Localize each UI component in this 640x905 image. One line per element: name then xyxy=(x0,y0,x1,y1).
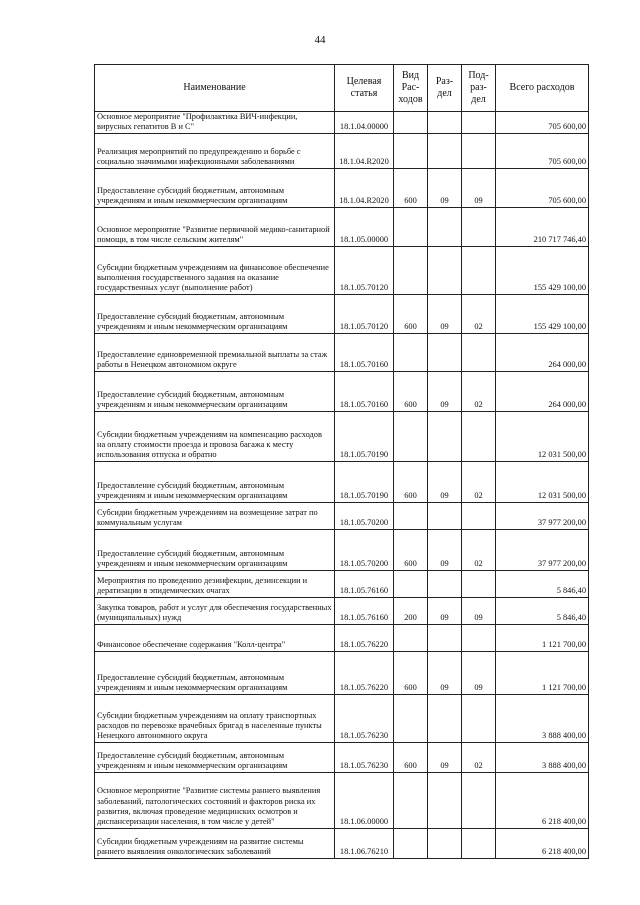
cell-total-expenses: 264 000,00 xyxy=(496,371,589,411)
cell-name: Мероприятия по проведению дезинфекции, дезинсекции и дератизации в эпидемических очагах xyxy=(95,570,335,597)
cell-name: Предоставление субсидий бюджетным, автономным учреждениям и иным некоммерческим организациям xyxy=(95,294,335,333)
cell-name: Реализация мероприятий по предупреждению и борьбе с социально значимыми инфекционными заболеваниями xyxy=(95,133,335,168)
cell-target-article: 18.1.05.70120 xyxy=(335,294,394,333)
cell-total-expenses: 37 977 200,00 xyxy=(496,502,589,529)
header-subsection: Под-раз-дел xyxy=(462,65,496,112)
cell-subsection: 02 xyxy=(462,371,496,411)
cell-total-expenses: 12 031 500,00 xyxy=(496,461,589,502)
page-number: 44 xyxy=(314,34,326,46)
cell-section xyxy=(428,246,462,294)
table-row xyxy=(95,529,589,570)
cell-section xyxy=(428,772,462,828)
table-row xyxy=(95,371,589,411)
cell-subsection: 09 xyxy=(462,597,496,624)
cell-expense-type: 600 xyxy=(394,651,428,694)
cell-subsection xyxy=(462,246,496,294)
cell-subsection xyxy=(462,694,496,742)
cell-expense-type xyxy=(394,411,428,461)
table-row xyxy=(95,333,589,371)
cell-name: Субсидии бюджетным учреждениям на финансовое обеспечение выполнения государственного задания на оказание государственных услуг (выполнение работ) xyxy=(95,246,335,294)
cell-subsection: 09 xyxy=(462,168,496,207)
cell-expense-type: 600 xyxy=(394,371,428,411)
cell-expense-type xyxy=(394,207,428,246)
header-name: Наименование xyxy=(95,65,335,112)
cell-expense-type xyxy=(394,133,428,168)
header-target-article: Целевая статья xyxy=(335,65,394,112)
cell-total-expenses: 6 218 400,00 xyxy=(496,772,589,828)
table-row xyxy=(95,651,589,694)
cell-expense-type xyxy=(394,333,428,371)
table-row xyxy=(95,828,589,858)
cell-section: 09 xyxy=(428,597,462,624)
cell-expense-type: 600 xyxy=(394,529,428,570)
cell-section: 09 xyxy=(428,294,462,333)
header-total-expenses: Всего расходов xyxy=(496,65,589,112)
cell-expense-type: 600 xyxy=(394,294,428,333)
cell-target-article: 18.1.05.76160 xyxy=(335,570,394,597)
cell-subsection xyxy=(462,772,496,828)
cell-total-expenses: 264 000,00 xyxy=(496,333,589,371)
cell-subsection xyxy=(462,133,496,168)
cell-section: 09 xyxy=(428,651,462,694)
cell-total-expenses: 5 846,40 xyxy=(496,597,589,624)
cell-subsection xyxy=(462,411,496,461)
cell-total-expenses: 6 218 400,00 xyxy=(496,828,589,858)
cell-section xyxy=(428,624,462,651)
cell-name: Основное мероприятие "Развитие первичной медико-санитарной помощи, в том числе сельским жителям" xyxy=(95,207,335,246)
cell-name: Предоставление субсидий бюджетным, автономным учреждениям и иным некоммерческим организациям xyxy=(95,529,335,570)
cell-subsection xyxy=(462,502,496,529)
table-row xyxy=(95,624,589,651)
table-row xyxy=(95,597,589,624)
cell-expense-type: 600 xyxy=(394,168,428,207)
cell-subsection xyxy=(462,207,496,246)
header-expense-type: Вид Рас-ходов xyxy=(394,65,428,112)
table-row xyxy=(95,133,589,168)
cell-name: Предоставление субсидий бюджетным, автономным учреждениям и иным некоммерческим организациям xyxy=(95,742,335,772)
cell-section: 09 xyxy=(428,529,462,570)
cell-expense-type xyxy=(394,828,428,858)
cell-name: Предоставление единовременной премиальной выплаты за стаж работы в Ненецком автономном округе xyxy=(95,333,335,371)
cell-target-article: 18.1.05.70120 xyxy=(335,246,394,294)
cell-total-expenses: 37 977 200,00 xyxy=(496,529,589,570)
table-row xyxy=(95,112,589,134)
cell-target-article: 18.1.05.76230 xyxy=(335,742,394,772)
cell-name: Финансовое обеспечение содержания "Колл-центра" xyxy=(95,624,335,651)
cell-expense-type xyxy=(394,246,428,294)
cell-total-expenses: 3 888 400,00 xyxy=(496,694,589,742)
cell-target-article: 18.1.05.70200 xyxy=(335,502,394,529)
cell-expense-type xyxy=(394,694,428,742)
cell-expense-type xyxy=(394,772,428,828)
cell-section xyxy=(428,570,462,597)
cell-subsection xyxy=(462,112,496,134)
cell-total-expenses: 705 600,00 xyxy=(496,112,589,134)
cell-subsection: 02 xyxy=(462,742,496,772)
cell-expense-type xyxy=(394,502,428,529)
cell-name: Предоставление субсидий бюджетным, автономным учреждениям и иным некоммерческим организациям xyxy=(95,461,335,502)
cell-target-article: 18.1.06.00000 xyxy=(335,772,394,828)
cell-section xyxy=(428,133,462,168)
cell-subsection: 02 xyxy=(462,529,496,570)
cell-target-article: 18.1.04.00000 xyxy=(335,112,394,134)
cell-total-expenses: 1 121 700,00 xyxy=(496,624,589,651)
table-row xyxy=(95,461,589,502)
cell-target-article: 18.1.05.76220 xyxy=(335,651,394,694)
cell-expense-type xyxy=(394,112,428,134)
cell-target-article: 18.1.05.00000 xyxy=(335,207,394,246)
cell-name: Предоставление субсидий бюджетным, автономным учреждениям и иным некоммерческим организациям xyxy=(95,371,335,411)
cell-name: Субсидии бюджетным учреждениям на развитие системы раннего выявления онкологических заболеваний xyxy=(95,828,335,858)
cell-target-article: 18.1.05.70190 xyxy=(335,411,394,461)
cell-name: Предоставление субсидий бюджетным, автономным учреждениям и иным некоммерческим организациям xyxy=(95,168,335,207)
table-row xyxy=(95,168,589,207)
cell-total-expenses: 1 121 700,00 xyxy=(496,651,589,694)
cell-name: Субсидии бюджетным учреждениям на оплату транспортных расходов по перевозке врачебных бригад в населенные пункты Ненецкого автономного округа xyxy=(95,694,335,742)
table-row xyxy=(95,411,589,461)
cell-target-article: 18.1.05.70200 xyxy=(335,529,394,570)
cell-name: Основное мероприятие "Развитие системы раннего выявления заболеваний, патологических состояний и факторов риска их развития, включая проведение медицинских осмотров и диспансеризации населения, в том числе у детей" xyxy=(95,772,335,828)
table-row xyxy=(95,294,589,333)
table-row xyxy=(95,570,589,597)
cell-target-article: 18.1.05.70160 xyxy=(335,371,394,411)
cell-name: Субсидии бюджетным учреждениям на компенсацию расходов на оплату стоимости проезда и провоза багажа к месту использования отпуска и обратно xyxy=(95,411,335,461)
cell-subsection: 02 xyxy=(462,461,496,502)
cell-target-article: 18.1.04.R2020 xyxy=(335,168,394,207)
cell-expense-type: 200 xyxy=(394,597,428,624)
budget-table xyxy=(94,64,589,859)
cell-total-expenses: 155 429 100,00 xyxy=(496,246,589,294)
cell-subsection xyxy=(462,333,496,371)
cell-name: Закупка товаров, работ и услуг для обеспечения государственных (муниципальных) нужд xyxy=(95,597,335,624)
cell-target-article: 18.1.05.76160 xyxy=(335,597,394,624)
table-row xyxy=(95,502,589,529)
cell-total-expenses: 210 717 746,40 xyxy=(496,207,589,246)
cell-target-article: 18.1.05.70190 xyxy=(335,461,394,502)
cell-target-article: 18.1.06.76210 xyxy=(335,828,394,858)
cell-section xyxy=(428,828,462,858)
table-row xyxy=(95,207,589,246)
cell-section xyxy=(428,502,462,529)
cell-target-article: 18.1.05.76220 xyxy=(335,624,394,651)
cell-section: 09 xyxy=(428,742,462,772)
cell-total-expenses: 5 846,40 xyxy=(496,570,589,597)
cell-section xyxy=(428,207,462,246)
cell-expense-type: 600 xyxy=(394,742,428,772)
cell-section: 09 xyxy=(428,461,462,502)
table-row xyxy=(95,694,589,742)
cell-total-expenses: 705 600,00 xyxy=(496,133,589,168)
cell-name: Предоставление субсидий бюджетным, автономным учреждениям и иным некоммерческим организациям xyxy=(95,651,335,694)
cell-expense-type xyxy=(394,624,428,651)
cell-section: 09 xyxy=(428,168,462,207)
cell-subsection xyxy=(462,570,496,597)
table-header-row xyxy=(95,65,589,112)
cell-expense-type xyxy=(394,570,428,597)
cell-section: 09 xyxy=(428,371,462,411)
cell-target-article: 18.1.05.70160 xyxy=(335,333,394,371)
table-row xyxy=(95,772,589,828)
cell-subsection xyxy=(462,624,496,651)
cell-section xyxy=(428,411,462,461)
cell-total-expenses: 3 888 400,00 xyxy=(496,742,589,772)
cell-total-expenses: 155 429 100,00 xyxy=(496,294,589,333)
cell-name: Основное мероприятие "Профилактика ВИЧ-инфекции, вирусных гепатитов В и С" xyxy=(95,112,335,134)
cell-section xyxy=(428,112,462,134)
cell-target-article: 18.1.04.R2020 xyxy=(335,133,394,168)
cell-section xyxy=(428,694,462,742)
cell-subsection: 02 xyxy=(462,294,496,333)
table-row xyxy=(95,246,589,294)
cell-name: Субсидии бюджетным учреждениям на возмещение затрат по коммунальным услугам xyxy=(95,502,335,529)
cell-expense-type: 600 xyxy=(394,461,428,502)
header-section: Раз-дел xyxy=(428,65,462,112)
table-row xyxy=(95,742,589,772)
cell-subsection xyxy=(462,828,496,858)
cell-subsection: 09 xyxy=(462,651,496,694)
cell-target-article: 18.1.05.76230 xyxy=(335,694,394,742)
cell-total-expenses: 705 600,00 xyxy=(496,168,589,207)
cell-section xyxy=(428,333,462,371)
cell-total-expenses: 12 031 500,00 xyxy=(496,411,589,461)
